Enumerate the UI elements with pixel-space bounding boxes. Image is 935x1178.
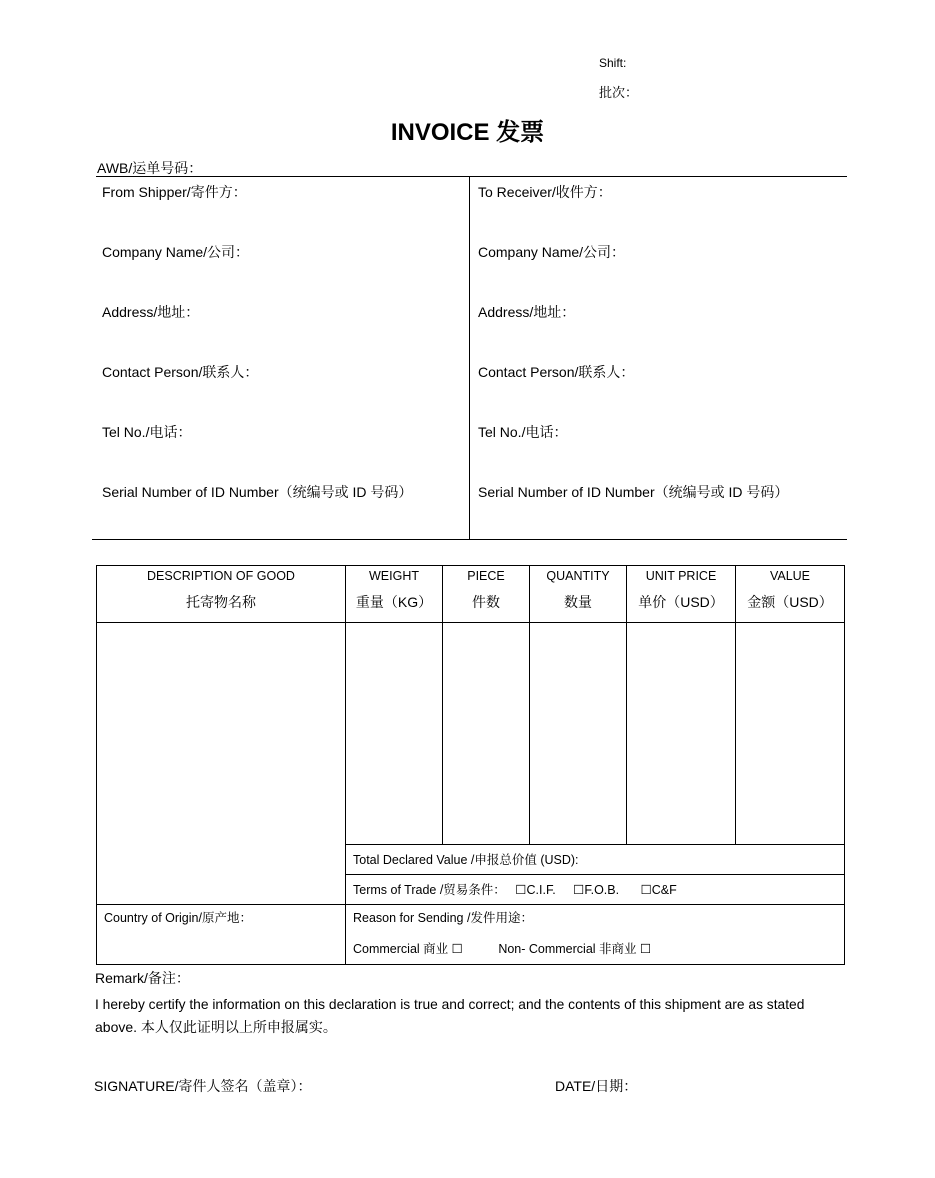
terms-fob-checkbox[interactable]: ☐F.O.B. (573, 883, 620, 897)
piece-cell[interactable] (443, 623, 530, 845)
date-label: DATE/日期： (555, 1078, 638, 1094)
origin-cell[interactable] (97, 905, 346, 965)
terms-cf-checkbox[interactable]: ☐C&F (640, 883, 677, 897)
goods-header-row (97, 566, 845, 623)
shipper-heading: From Shipper/寄件方： (102, 184, 247, 200)
receiver-contact-label: Contact Person/联系人： (478, 364, 635, 380)
reason-cell (346, 905, 845, 965)
terms-cell (346, 875, 845, 905)
description-cell[interactable] (97, 623, 346, 905)
batch-label: 批次： (599, 85, 639, 100)
receiver-tel-label: Tel No./电话： (478, 424, 568, 440)
col-value-header: VALUE 金额（USD） (736, 566, 845, 623)
reason-commercial-checkbox[interactable]: Commercial 商业 ☐ (353, 942, 463, 956)
receiver-heading: To Receiver/收件方： (478, 184, 612, 200)
receiver-address-label: Address/地址： (478, 304, 576, 320)
col-unit-price-header: UNIT PRICE 单价（USD） (627, 566, 736, 623)
col-piece-header: PIECE 件数 (443, 566, 530, 623)
col-quantity-header: QUANTITY 数量 (530, 566, 627, 623)
shipper-address-label: Address/地址： (102, 304, 200, 320)
remark-label: Remark/备注： (95, 970, 190, 986)
reason-noncommercial-checkbox[interactable]: Non- Commercial 非商业 ☐ (498, 942, 652, 956)
col-weight-header: WEIGHT 重量（KG） (346, 566, 443, 623)
certify-line-1: I hereby certify the information on this declaration is true and correct; and the contents of this shipment are as stated (95, 997, 805, 1012)
shift-label: Shift: (599, 56, 627, 70)
certify-line-2: above. 本人仅此证明以上所申报属实。 (95, 1019, 337, 1035)
block-divider (469, 177, 470, 540)
receiver-company-label: Company Name/公司： (478, 244, 626, 260)
weight-cell[interactable] (346, 623, 443, 845)
signature-label: SIGNATURE/寄件人签名（盖章）： (94, 1078, 312, 1094)
block-bottom-rule (92, 539, 847, 540)
terms-cif-checkbox[interactable]: ☐C.I.F. (515, 883, 556, 897)
goods-entry-row (97, 623, 845, 845)
total-declared-cell[interactable]: Total Declared Value /申报总价值 (USD): (346, 845, 845, 875)
unit-price-cell[interactable] (627, 623, 736, 845)
receiver-serial-label: Serial Number of ID Number（统编号或 ID 号码） (478, 484, 789, 500)
awb-label: AWB/运单号码： (97, 160, 203, 176)
terms-label: Terms of Trade /贸易条件： (353, 883, 506, 897)
shipper-serial-label: Serial Number of ID Number（统编号或 ID 号码） (102, 484, 413, 500)
quantity-cell[interactable] (530, 623, 627, 845)
col-description-header: DESCRIPTION OF GOOD 托寄物名称 (97, 566, 346, 623)
goods-table (96, 565, 845, 965)
origin-label: Country of Origin/原产地： (104, 911, 252, 925)
reason-label: Reason for Sending /发件用途： (353, 911, 533, 925)
value-cell[interactable] (736, 623, 845, 845)
page-title: INVOICE 发票 (390, 119, 545, 146)
shipper-company-label: Company Name/公司： (102, 244, 250, 260)
block-top-rule (96, 176, 847, 177)
shipper-contact-label: Contact Person/联系人： (102, 364, 259, 380)
origin-reason-row (97, 905, 845, 965)
shipper-tel-label: Tel No./电话： (102, 424, 192, 440)
